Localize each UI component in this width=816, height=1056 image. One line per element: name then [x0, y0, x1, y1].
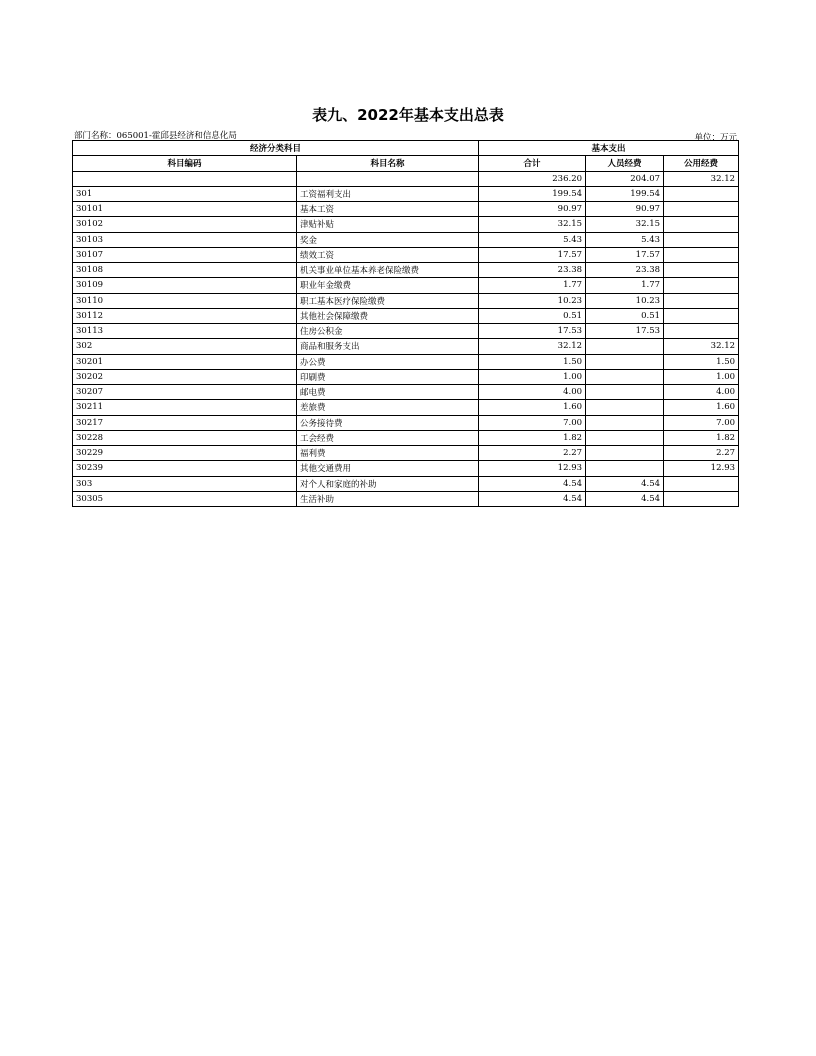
row-personnel — [586, 339, 664, 354]
row-code: 30113 — [73, 324, 297, 339]
expenditure-table — [72, 140, 739, 507]
row-code: 30107 — [73, 247, 297, 262]
department-label: 部门名称：065001-霍邱县经济和信息化局 — [74, 131, 237, 141]
row-code: 30103 — [73, 232, 297, 247]
row-total: 1.50 — [479, 354, 586, 369]
row-total: 17.53 — [479, 324, 586, 339]
row-public: 2.27 — [664, 446, 739, 461]
table-row — [73, 263, 739, 278]
row-public — [664, 247, 739, 262]
row-public: 1.00 — [664, 369, 739, 384]
row-name: 机关事业单位基本养老保险缴费 — [297, 263, 479, 278]
row-name: 津贴补贴 — [297, 217, 479, 232]
row-total: 7.00 — [479, 415, 586, 430]
table-row — [73, 186, 739, 201]
row-total: 32.12 — [479, 339, 586, 354]
row-personnel — [586, 369, 664, 384]
row-total: 12.93 — [479, 461, 586, 476]
row-personnel — [586, 461, 664, 476]
row-total: 10.23 — [479, 293, 586, 308]
row-name: 职业年金缴费 — [297, 278, 479, 293]
unit-label: 单位：万元 — [694, 133, 737, 143]
row-code: 303 — [73, 476, 297, 491]
row-code: 30102 — [73, 217, 297, 232]
row-name: 印刷费 — [297, 369, 479, 384]
row-total: 1.77 — [479, 278, 586, 293]
row-public: 1.50 — [664, 354, 739, 369]
header-column-row — [73, 156, 739, 171]
row-total: 17.57 — [479, 247, 586, 262]
summary-code-cell — [73, 171, 297, 186]
header-code: 科目编码 — [73, 156, 297, 171]
row-total: 1.82 — [479, 430, 586, 445]
row-public: 1.60 — [664, 400, 739, 415]
row-name: 基本工资 — [297, 202, 479, 217]
row-public — [664, 278, 739, 293]
row-total: 0.51 — [479, 308, 586, 323]
row-personnel: 90.97 — [586, 202, 664, 217]
summary-total: 236.20 — [479, 171, 586, 186]
row-personnel: 32.15 — [586, 217, 664, 232]
table-row — [73, 430, 739, 445]
header-name: 科目名称 — [297, 156, 479, 171]
row-personnel: 10.23 — [586, 293, 664, 308]
row-total: 5.43 — [479, 232, 586, 247]
table-row — [73, 339, 739, 354]
table-row — [73, 446, 739, 461]
summary-name-cell — [297, 171, 479, 186]
row-public: 7.00 — [664, 415, 739, 430]
table-row — [73, 400, 739, 415]
row-code: 30228 — [73, 430, 297, 445]
row-name: 住房公积金 — [297, 324, 479, 339]
row-personnel — [586, 430, 664, 445]
row-code: 30217 — [73, 415, 297, 430]
row-personnel: 23.38 — [586, 263, 664, 278]
row-public — [664, 491, 739, 506]
table-row — [73, 415, 739, 430]
row-name: 奖金 — [297, 232, 479, 247]
row-total: 4.54 — [479, 491, 586, 506]
row-name: 商品和服务支出 — [297, 339, 479, 354]
table-row — [73, 324, 739, 339]
row-personnel: 4.54 — [586, 491, 664, 506]
header-public: 公用经费 — [664, 156, 739, 171]
table-row — [73, 461, 739, 476]
row-name: 职工基本医疗保险缴费 — [297, 293, 479, 308]
table-row — [73, 247, 739, 262]
row-code: 30112 — [73, 308, 297, 323]
row-personnel — [586, 400, 664, 415]
row-public — [664, 217, 739, 232]
header-personnel: 人员经费 — [586, 156, 664, 171]
row-total: 90.97 — [479, 202, 586, 217]
row-code: 30201 — [73, 354, 297, 369]
table-row — [73, 217, 739, 232]
row-total: 199.54 — [479, 186, 586, 201]
table-row — [73, 293, 739, 308]
row-name: 工资福利支出 — [297, 186, 479, 201]
row-code: 30211 — [73, 400, 297, 415]
row-public: 1.82 — [664, 430, 739, 445]
summary-public: 32.12 — [664, 171, 739, 186]
table-row — [73, 308, 739, 323]
header-basic-expenditure: 基本支出 — [479, 141, 739, 156]
row-total: 32.15 — [479, 217, 586, 232]
row-personnel: 0.51 — [586, 308, 664, 323]
row-public — [664, 324, 739, 339]
row-total: 4.00 — [479, 385, 586, 400]
header-group-row — [73, 141, 739, 156]
row-public: 4.00 — [664, 385, 739, 400]
table-row — [73, 354, 739, 369]
table-row — [73, 491, 739, 506]
row-total: 1.00 — [479, 369, 586, 384]
summary-personnel: 204.07 — [586, 171, 664, 186]
page-title: 表九、2022年基本支出总表 — [312, 106, 504, 124]
row-public — [664, 476, 739, 491]
table-row — [73, 202, 739, 217]
row-name: 其他社会保障缴费 — [297, 308, 479, 323]
row-name: 工会经费 — [297, 430, 479, 445]
row-code: 302 — [73, 339, 297, 354]
row-public: 12.93 — [664, 461, 739, 476]
header-total: 合计 — [479, 156, 586, 171]
row-code: 30110 — [73, 293, 297, 308]
row-personnel — [586, 415, 664, 430]
row-personnel: 199.54 — [586, 186, 664, 201]
row-total: 1.60 — [479, 400, 586, 415]
row-personnel: 5.43 — [586, 232, 664, 247]
table-row — [73, 476, 739, 491]
row-public — [664, 186, 739, 201]
row-public — [664, 232, 739, 247]
row-name: 差旅费 — [297, 400, 479, 415]
row-public — [664, 308, 739, 323]
row-name: 办公费 — [297, 354, 479, 369]
row-total: 2.27 — [479, 446, 586, 461]
table-row — [73, 232, 739, 247]
row-public — [664, 293, 739, 308]
row-name: 邮电费 — [297, 385, 479, 400]
table-row — [73, 369, 739, 384]
row-code: 30305 — [73, 491, 297, 506]
row-personnel: 1.77 — [586, 278, 664, 293]
row-personnel — [586, 446, 664, 461]
row-total: 23.38 — [479, 263, 586, 278]
row-name: 其他交通费用 — [297, 461, 479, 476]
row-name: 生活补助 — [297, 491, 479, 506]
row-code: 30109 — [73, 278, 297, 293]
table-row — [73, 278, 739, 293]
row-name: 对个人和家庭的补助 — [297, 476, 479, 491]
row-name: 绩效工资 — [297, 247, 479, 262]
row-code: 30202 — [73, 369, 297, 384]
row-code: 30207 — [73, 385, 297, 400]
row-personnel: 4.54 — [586, 476, 664, 491]
row-personnel — [586, 385, 664, 400]
row-public: 32.12 — [664, 339, 739, 354]
row-code: 30229 — [73, 446, 297, 461]
row-personnel: 17.53 — [586, 324, 664, 339]
row-name: 福利费 — [297, 446, 479, 461]
row-code: 30239 — [73, 461, 297, 476]
row-public — [664, 263, 739, 278]
row-code: 30101 — [73, 202, 297, 217]
header-economic-classification: 经济分类科目 — [73, 141, 479, 156]
summary-row — [73, 171, 739, 186]
row-code: 301 — [73, 186, 297, 201]
row-personnel: 17.57 — [586, 247, 664, 262]
row-code: 30108 — [73, 263, 297, 278]
table-row — [73, 385, 739, 400]
row-name: 公务接待费 — [297, 415, 479, 430]
row-public — [664, 202, 739, 217]
row-personnel — [586, 354, 664, 369]
row-total: 4.54 — [479, 476, 586, 491]
